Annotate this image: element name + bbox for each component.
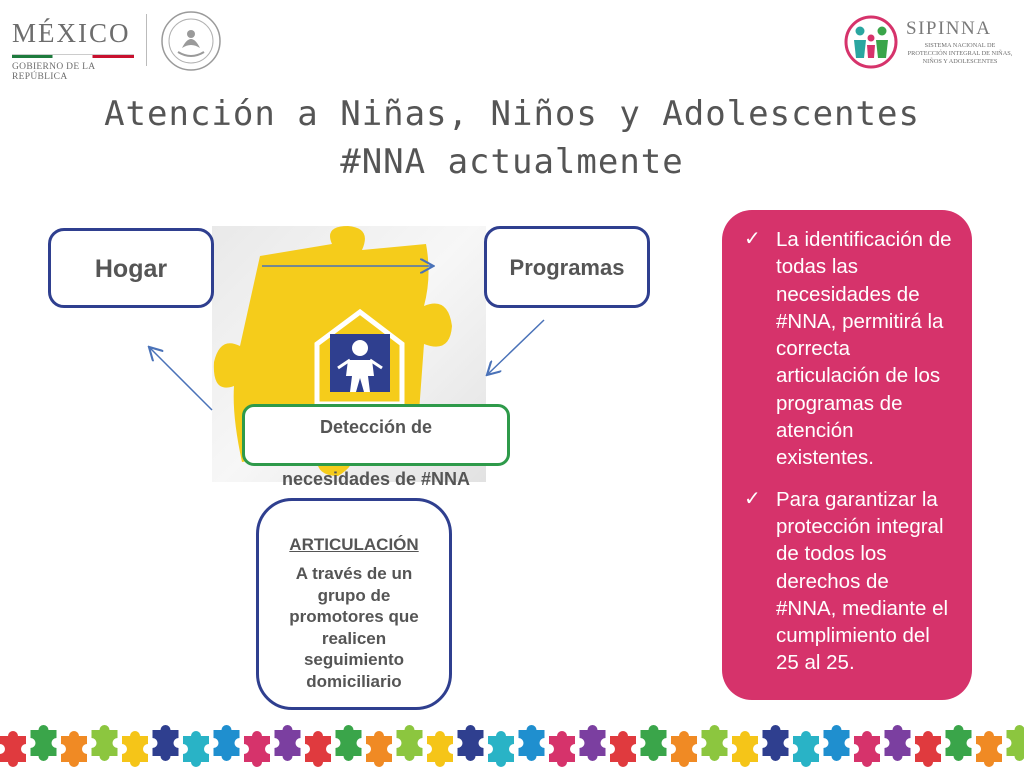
band-piece — [854, 731, 880, 767]
band-piece — [702, 725, 728, 761]
band-piece — [976, 731, 1002, 767]
articulacion-box — [256, 498, 452, 710]
callout-panel — [722, 210, 972, 700]
band-piece — [580, 725, 606, 761]
band-piece — [641, 725, 667, 761]
band-piece — [366, 731, 392, 767]
band-piece — [763, 725, 789, 761]
arrow-deteccion-hogar — [150, 348, 212, 410]
hogar-label: Hogar — [94, 255, 168, 283]
sipinna-logo-subtitle: SISTEMA NACIONAL DE PROTECCIÓN INTEGRAL DE NIÑAS, NIÑOS Y ADOLESCENTES — [907, 42, 1013, 65]
articulacion-heading: ARTICULACIÓN — [289, 535, 419, 554]
band-piece — [885, 725, 911, 761]
band-piece — [824, 725, 850, 761]
programas-box — [484, 226, 650, 308]
sipinna-logo — [842, 14, 1012, 72]
band-piece — [1007, 725, 1024, 761]
band-piece — [0, 731, 26, 767]
sipinna-family-icon — [842, 14, 900, 70]
band-piece — [793, 731, 819, 767]
callout-item-text: Para garantizar la protección integral de todos los derechos de #NNA, mediante el cumplimiento del 25 al 25. — [776, 487, 949, 675]
band-piece — [397, 725, 423, 761]
arrow-programas-deteccion — [488, 320, 544, 374]
band-piece — [92, 725, 118, 761]
callout-item — [744, 486, 954, 677]
band-piece — [275, 725, 301, 761]
callout-list — [744, 226, 954, 677]
mexico-logo — [8, 14, 138, 82]
logo-divider — [146, 14, 147, 66]
band-piece — [427, 731, 453, 767]
band-piece — [214, 725, 240, 761]
hogar-box — [48, 228, 214, 308]
mexico-logo-subtitle: GOBIERNO DE LA REPÚBLICA — [12, 62, 95, 82]
deteccion-line1: Detección de — [319, 417, 433, 437]
deteccion-box — [242, 404, 510, 489]
callout-item-text: La identificación de todas las necesidades de #NNA, permitirá la correcta articulación de los programas de atención existentes. — [776, 228, 952, 470]
flag-rule — [12, 54, 134, 58]
slide-title-line1: Atención a Niñas, Niños y Adolescentes — [104, 94, 920, 134]
band-piece — [31, 725, 57, 761]
band-piece — [305, 731, 331, 767]
band-piece — [122, 731, 148, 767]
band-piece — [336, 725, 362, 761]
band-piece — [610, 731, 636, 767]
checkmark-icon: ✓ — [744, 487, 761, 510]
puzzle-band-decoration — [0, 716, 1024, 768]
sipinna-logo-word: SIPINNA — [906, 18, 992, 39]
band-piece — [488, 731, 514, 767]
band-piece — [458, 725, 484, 761]
slide-title-line2: #NNA actualmente — [340, 142, 684, 182]
band-piece — [61, 731, 87, 767]
deteccion-label — [245, 417, 507, 490]
national-seal-icon — [160, 10, 222, 72]
band-piece — [946, 725, 972, 761]
band-piece — [244, 731, 270, 767]
articulacion-body: A través de un grupo de promotores que realicen seguimiento domiciliario — [289, 564, 419, 691]
band-piece — [915, 731, 941, 767]
slide-title — [0, 90, 1024, 186]
band-piece — [183, 731, 209, 767]
band-piece — [549, 731, 575, 767]
band-piece — [519, 725, 545, 761]
deteccion-line2: necesidades de #NNA — [281, 469, 471, 489]
band-piece — [732, 731, 758, 767]
mexico-logo-word: MÉXICO — [12, 18, 131, 48]
programas-label: Programas — [509, 255, 625, 280]
checkmark-icon: ✓ — [744, 228, 761, 250]
band-piece — [671, 731, 697, 767]
callout-item — [744, 226, 954, 472]
band-piece — [153, 725, 179, 761]
